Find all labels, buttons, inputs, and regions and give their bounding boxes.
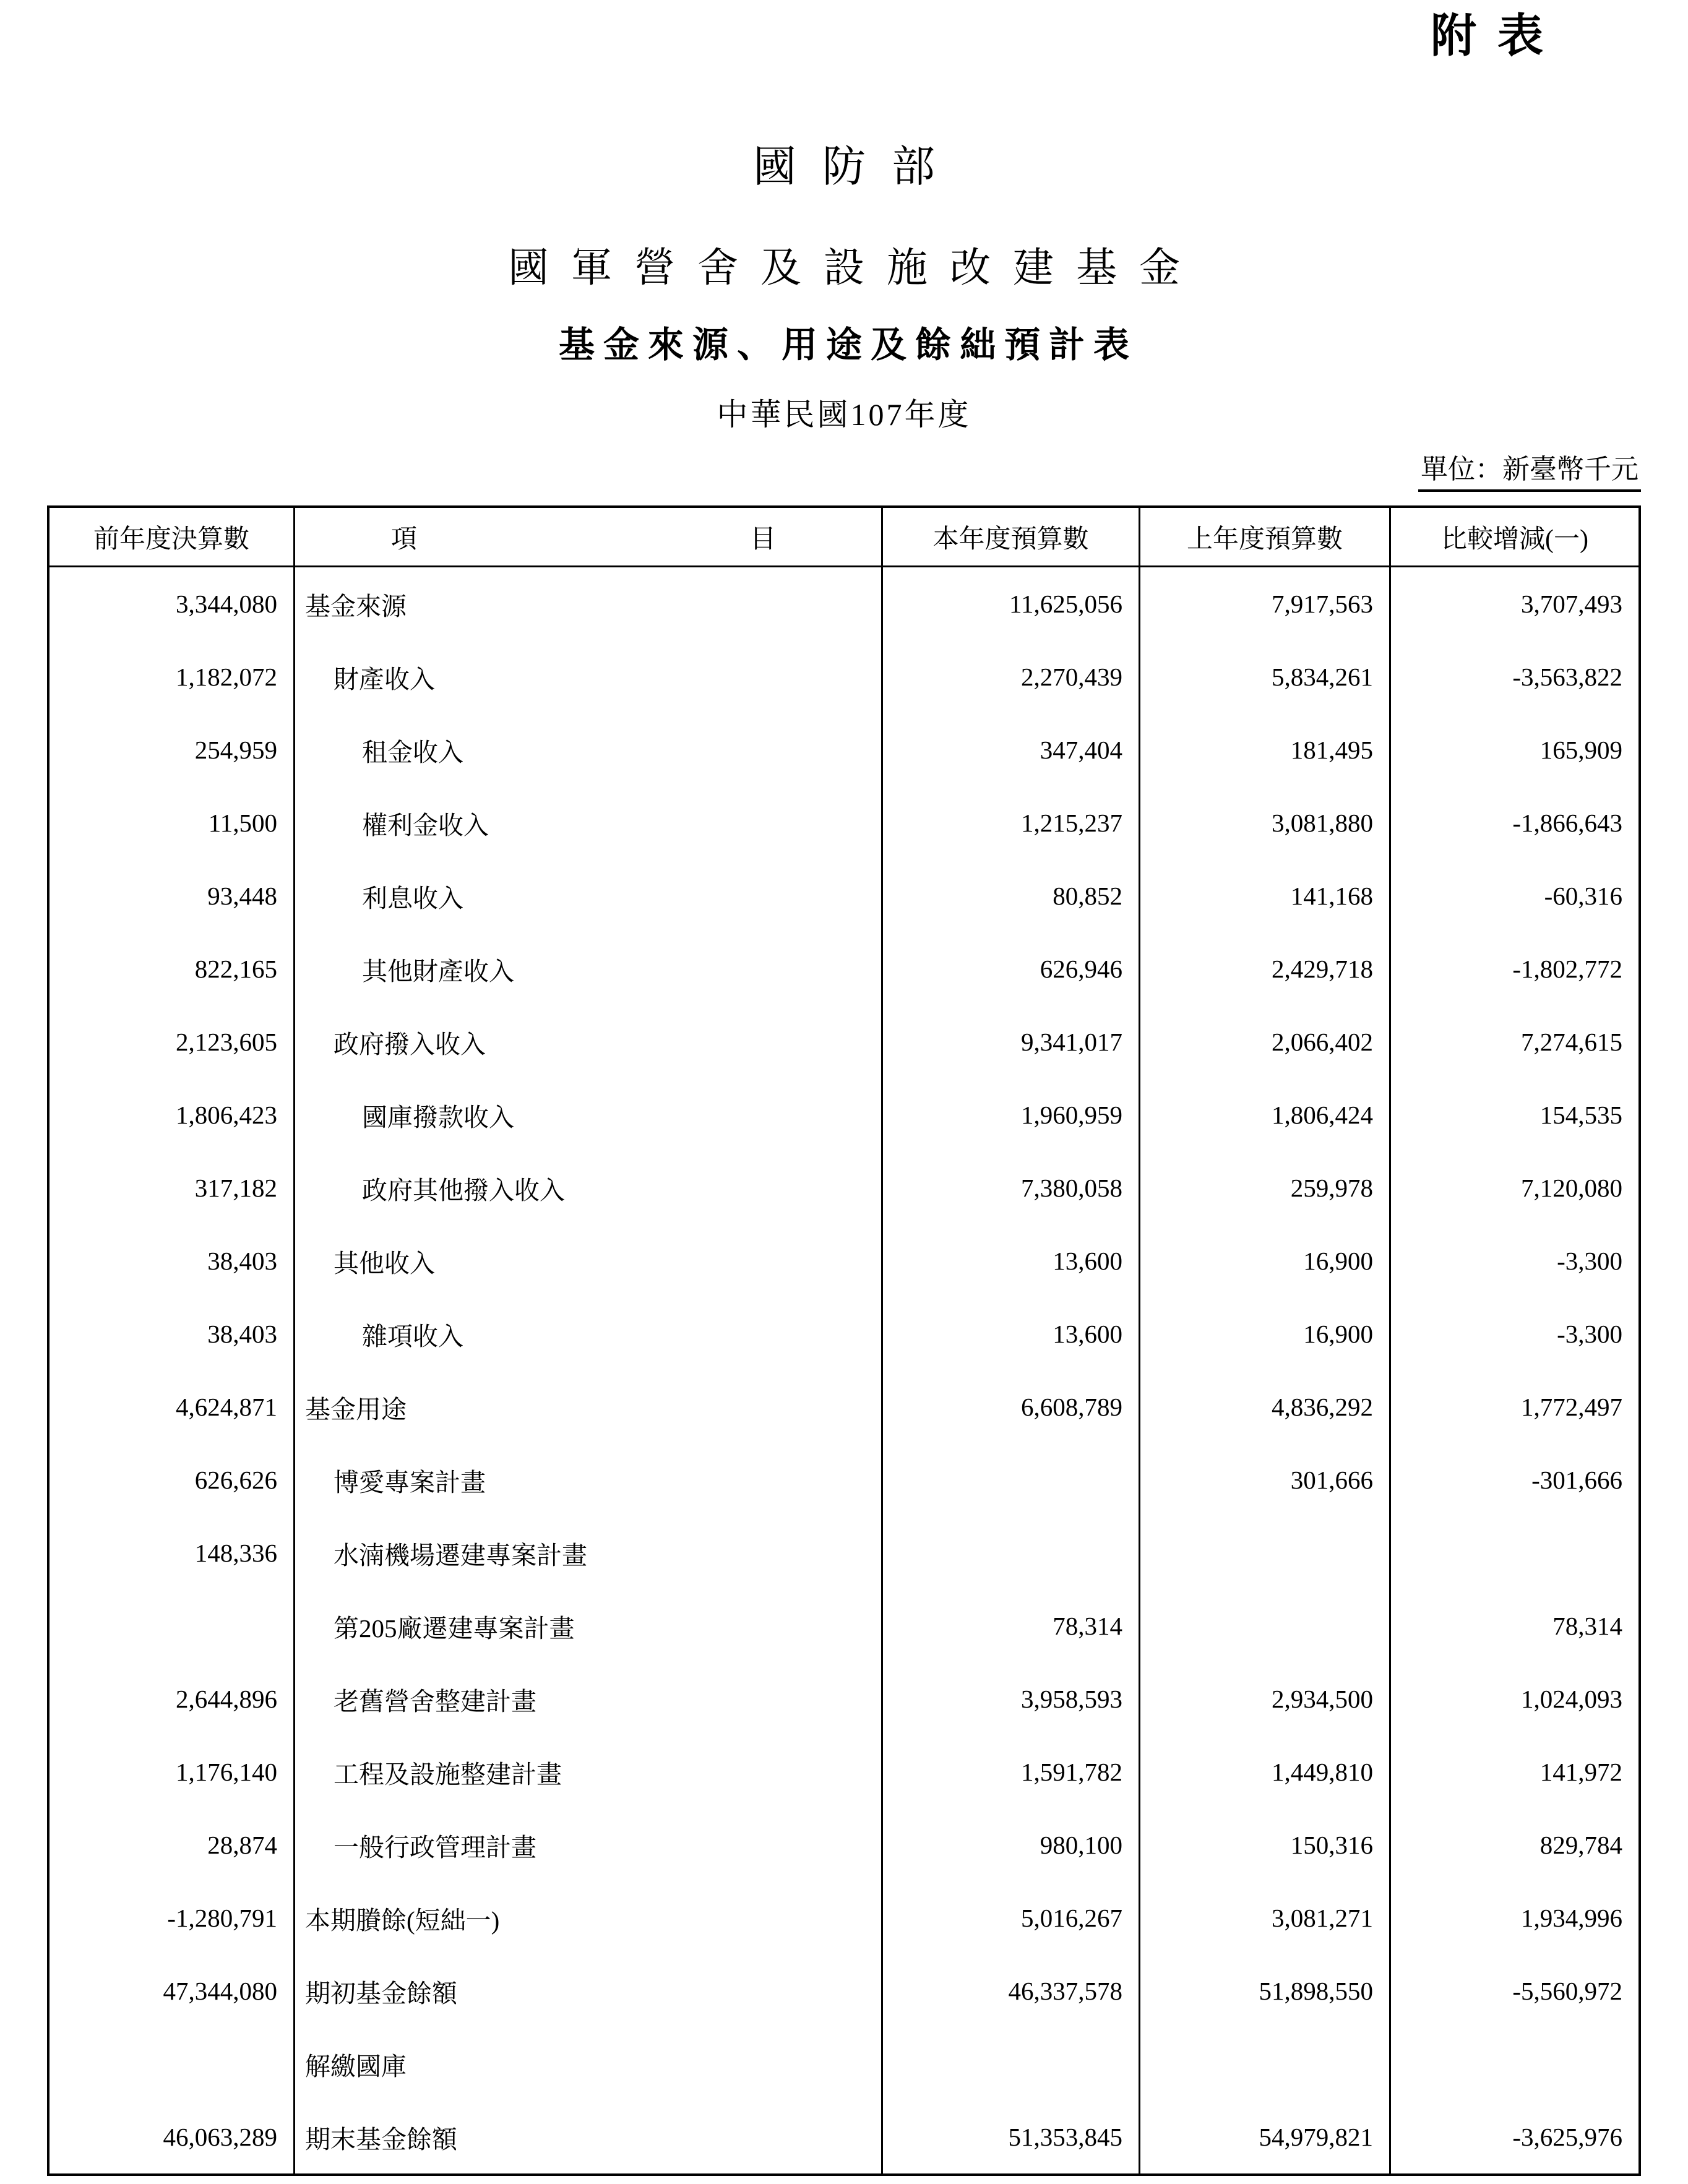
cell-current-year: 980,100	[883, 1808, 1140, 1881]
cell-last-year: 2,934,500	[1140, 1662, 1391, 1735]
unit-label: 單位：新臺幣千元	[1418, 456, 1641, 492]
cell-current-year: 51,353,845	[883, 2100, 1140, 2173]
cell-prev-year: -1,280,791	[50, 1881, 295, 1954]
cell-last-year: 54,979,821	[1140, 2100, 1391, 2173]
cell-current-year	[883, 1516, 1140, 1589]
cell-current-year: 347,404	[883, 713, 1140, 786]
cell-current-year: 9,341,017	[883, 1005, 1140, 1078]
cell-item: 解繳國庫	[295, 2027, 883, 2100]
cell-prev-year: 11,500	[50, 786, 295, 859]
cell-current-year: 1,960,959	[883, 1078, 1140, 1151]
cell-diff: -3,625,976	[1512, 2123, 1622, 2151]
cell-item: 博愛專案計畫	[295, 1443, 883, 1516]
cell-prev-year: 3,344,080	[50, 567, 295, 640]
cell-last-year: 259,978	[1140, 1151, 1391, 1224]
title-block	[0, 146, 1688, 430]
table-row	[50, 1078, 1638, 1151]
cell-prev-year: 1,182,072	[50, 640, 295, 713]
cell-last-year	[1140, 2027, 1391, 2100]
cell-last-year: 141,168	[1140, 859, 1391, 932]
table-body	[50, 567, 1638, 2173]
cell-diff: -3,300	[1557, 1247, 1622, 1275]
table-row	[50, 1005, 1638, 1078]
cell-diff: 7,120,080	[1521, 1174, 1622, 1202]
table-row	[50, 2100, 1638, 2173]
cell-item: 雜項收入	[295, 1297, 883, 1370]
cell-item: 工程及設施整建計畫	[295, 1735, 883, 1808]
cell-current-year: 7,380,058	[883, 1151, 1140, 1224]
cell-prev-year: 1,806,423	[50, 1078, 295, 1151]
cell-current-year	[883, 1443, 1140, 1516]
cell-prev-year	[50, 2027, 295, 2100]
cell-last-year: 16,900	[1140, 1297, 1391, 1370]
table-row	[50, 567, 1638, 640]
table-row	[50, 1808, 1638, 1881]
cell-last-year: 301,666	[1140, 1443, 1391, 1516]
cell-item: 財產收入	[295, 640, 883, 713]
cell-prev-year: 148,336	[50, 1516, 295, 1589]
table-row	[50, 2027, 1638, 2100]
cell-item: 第205廠遷建專案計畫	[295, 1589, 883, 1662]
cell-current-year: 5,016,267	[883, 1881, 1140, 1954]
table-row	[50, 640, 1638, 713]
cell-prev-year: 626,626	[50, 1443, 295, 1516]
cell-item: 租金收入	[295, 713, 883, 786]
cell-last-year: 3,081,880	[1140, 786, 1391, 859]
budget-table	[47, 505, 1641, 2176]
cell-current-year: 626,946	[883, 932, 1140, 1005]
cell-diff: -1,802,772	[1512, 955, 1622, 983]
cell-last-year	[1140, 1516, 1391, 1589]
cell-prev-year: 38,403	[50, 1297, 295, 1370]
cell-prev-year: 254,959	[50, 713, 295, 786]
cell-last-year: 1,806,424	[1140, 1078, 1391, 1151]
cell-prev-year: 93,448	[50, 859, 295, 932]
cell-diff: 78,314	[1552, 1612, 1622, 1640]
cell-current-year: 11,625,056	[883, 567, 1140, 640]
cell-current-year: 1,215,237	[883, 786, 1140, 859]
cell-current-year	[883, 2027, 1140, 2100]
cell-prev-year: 4,624,871	[50, 1370, 295, 1443]
header-item	[295, 508, 883, 567]
table-row	[50, 1735, 1638, 1808]
cell-item: 利息收入	[295, 859, 883, 932]
title-ministry: 國防部	[753, 144, 961, 191]
table-row	[50, 1151, 1638, 1224]
cell-item: 權利金收入	[295, 786, 883, 859]
cell-diff	[1391, 2027, 1638, 2100]
cell-current-year: 6,608,789	[883, 1370, 1140, 1443]
table-row	[50, 859, 1638, 932]
cell-last-year: 1,449,810	[1140, 1735, 1391, 1808]
cell-current-year: 3,958,593	[883, 1662, 1140, 1735]
table-row	[50, 1516, 1638, 1589]
cell-item: 本期賸餘(短絀一)	[295, 1881, 883, 1954]
cell-last-year: 16,900	[1140, 1224, 1391, 1297]
cell-diff: 154,535	[1539, 1101, 1622, 1129]
title-fiscal-year: 中華民國107年度	[717, 397, 971, 432]
cell-diff: 1,772,497	[1521, 1393, 1622, 1421]
cell-current-year: 46,337,578	[883, 1954, 1140, 2027]
cell-prev-year: 47,344,080	[50, 1954, 295, 2027]
cell-item: 期末基金餘額	[295, 2100, 883, 2173]
cell-diff: 7,274,615	[1521, 1028, 1622, 1056]
cell-last-year: 51,898,550	[1140, 1954, 1391, 2027]
cell-prev-year: 822,165	[50, 932, 295, 1005]
cell-last-year: 7,917,563	[1140, 567, 1391, 640]
cell-diff: 829,784	[1539, 1831, 1622, 1859]
cell-item: 其他收入	[295, 1224, 883, 1297]
table-row	[50, 1443, 1638, 1516]
title-fund-name: 國軍營舍及設施改建基金	[508, 246, 1202, 291]
cell-current-year: 2,270,439	[883, 640, 1140, 713]
cell-item: 老舊營舍整建計畫	[295, 1662, 883, 1735]
cell-item: 基金來源	[295, 567, 883, 640]
cell-last-year: 3,081,271	[1140, 1881, 1391, 1954]
appendix-label: 附表	[1431, 11, 1564, 62]
cell-item: 其他財產收入	[295, 932, 883, 1005]
title-table-name: 基金來源、用途及餘絀預計表	[558, 325, 1138, 365]
cell-item: 國庫撥款收入	[295, 1078, 883, 1151]
table-row	[50, 786, 1638, 859]
unit-row	[47, 456, 1641, 492]
table-row	[50, 1881, 1638, 1954]
table-row	[50, 713, 1638, 786]
cell-last-year: 4,836,292	[1140, 1370, 1391, 1443]
cell-diff: -5,560,972	[1512, 1977, 1622, 2005]
cell-prev-year: 1,176,140	[50, 1735, 295, 1808]
cell-prev-year: 317,182	[50, 1151, 295, 1224]
table-row	[50, 1297, 1638, 1370]
cell-last-year	[1140, 1589, 1391, 1662]
cell-last-year: 2,066,402	[1140, 1005, 1391, 1078]
cell-last-year: 181,495	[1140, 713, 1391, 786]
cell-diff: -1,866,643	[1512, 809, 1622, 837]
cell-prev-year: 46,063,289	[50, 2100, 295, 2173]
cell-item: 期初基金餘額	[295, 1954, 883, 2027]
table-row	[50, 932, 1638, 1005]
header-last-year: 上年度預算數	[1140, 508, 1391, 567]
cell-current-year: 13,600	[883, 1224, 1140, 1297]
cell-last-year: 2,429,718	[1140, 932, 1391, 1005]
cell-diff: -3,563,822	[1512, 663, 1622, 691]
cell-current-year: 80,852	[883, 859, 1140, 932]
cell-last-year: 5,834,261	[1140, 640, 1391, 713]
cell-current-year: 78,314	[883, 1589, 1140, 1662]
cell-diff: 141,972	[1539, 1758, 1622, 1786]
table-row	[50, 1370, 1638, 1443]
cell-current-year: 1,591,782	[883, 1735, 1140, 1808]
cell-prev-year: 38,403	[50, 1224, 295, 1297]
cell-prev-year	[50, 1589, 295, 1662]
table-header-row	[50, 508, 1638, 567]
table-row	[50, 1589, 1638, 1662]
cell-item: 一般行政管理計畫	[295, 1808, 883, 1881]
table-row	[50, 1662, 1638, 1735]
cell-item: 政府撥入收入	[295, 1005, 883, 1078]
cell-diff: 165,909	[1539, 736, 1622, 764]
header-prev-year: 前年度決算數	[50, 508, 295, 567]
cell-current-year: 13,600	[883, 1297, 1140, 1370]
cell-diff: -3,300	[1557, 1320, 1622, 1348]
cell-diff: -60,316	[1544, 882, 1622, 910]
cell-last-year: 150,316	[1140, 1808, 1391, 1881]
cell-prev-year: 28,874	[50, 1808, 295, 1881]
cell-diff	[1391, 1516, 1638, 1589]
table-row	[50, 1224, 1638, 1297]
cell-prev-year: 2,123,605	[50, 1005, 295, 1078]
header-item-right: 目	[749, 525, 776, 554]
cell-diff: 3,707,493	[1521, 590, 1622, 618]
header-current-year: 本年度預算數	[883, 508, 1140, 567]
header-diff: 比較增減(一)	[1391, 508, 1638, 567]
header-item-left: 項	[391, 525, 418, 554]
cell-item: 基金用途	[295, 1370, 883, 1443]
cell-item: 政府其他撥入收入	[295, 1151, 883, 1224]
cell-diff: 1,934,996	[1521, 1904, 1622, 1932]
table-row	[50, 1954, 1638, 2027]
cell-diff: 1,024,093	[1521, 1685, 1622, 1713]
cell-item: 水湳機場遷建專案計畫	[295, 1516, 883, 1589]
cell-diff: -301,666	[1531, 1466, 1622, 1494]
cell-prev-year: 2,644,896	[50, 1662, 295, 1735]
